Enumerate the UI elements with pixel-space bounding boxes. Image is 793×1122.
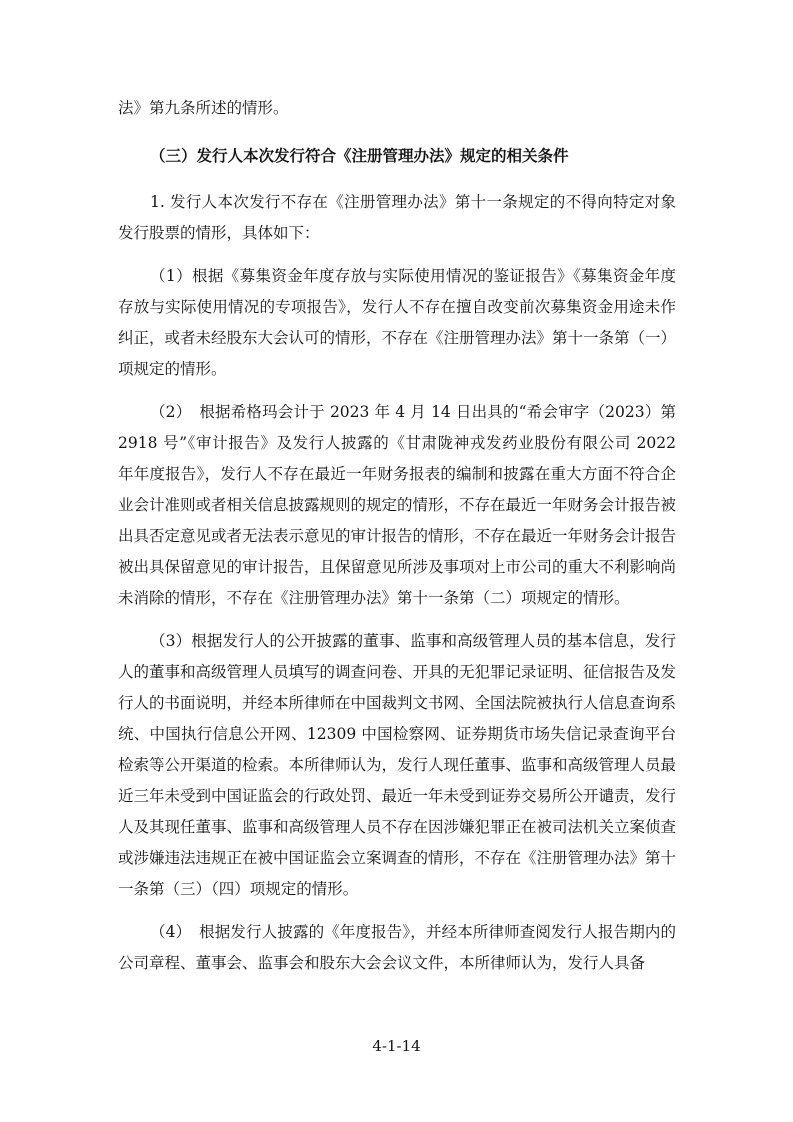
section-heading: （三）发行人本次发行符合《注册管理办法》规定的相关条件	[150, 146, 569, 165]
page-number: 4-1-14	[372, 1037, 421, 1055]
sub-paragraph-1: （1）根据《募集资金年度存放与实际使用情况的鉴证报告》《募集资金年度存放与实际使用情况的专项报告》，发行人不存在擅自改变前次募集资金用途未作纠正，或者未经股东大会认可的情形，不存在《注册管理办法》第十一条第（一）项规定的情形。	[118, 267, 677, 378]
sub-paragraph-4: （4） 根据发行人披露的《年度报告》，并经本所律师查阅发行人报告期内的公司章程、董事会、监事会和股东大会会议文件，本所律师认为，发行人具备	[118, 923, 676, 972]
numbered-item-1: 1. 发行人本次发行不存在《注册管理办法》第十一条规定的不得向特定对象发行股票的情形，具体如下：	[118, 193, 676, 242]
sub-paragraph-3: （3）根据发行人的公开披露的董事、监事和高级管理人员的基本信息，发行人的董事和高级管理人员填写的调查问卷、开具的无犯罪记录证明、征信报告及发行人的书面说明，并经本所律师在中国裁判文书网、全国法院被执行人信息查询系统、中国执行信息公开网、12309 中国检察网、证券期货市场失信记录查询平台检索等公开渠道的检索。本所律师认为，发行人现任董事、监事和高级管理人员最近三年未受到中国证监会的行政处罚、最近一年未受到证券交易所公开谴责，发行人及其现任董事、监事和高级管理人员不存在因涉嫌犯罪正在被司法机关立案侦查或涉嫌违法违规正在被中国证监会立案调查的情形，不存在《注册管理办法》第十一条第（三）（四）项规定的情形。	[118, 632, 677, 898]
page-body-text	[118, 93, 676, 991]
sub-paragraph-2: （2） 根据希格玛会计于 2023 年 4 月 14 日出具的“希会审字（2023）第 2918 号”《审计报告》及发行人披露的《甘肃陇神戎发药业股份有限公司 2022 年年度报告》，发行人不存在最近一年财务报表的编制和披露在重大方面不符合企业会计准则或者相关信息披露规则的规定的情形，不存在最近一年财务会计报告被出具否定意见或者无法表示意见的审计报告的情形，不存在最近一年财务会计报告被出具保留意见的审计报告，且保留意见所涉及事项对上市公司的重大不利影响尚未消除的情形，不存在《注册管理办法》第十一条第（二）项规定的情形。	[118, 403, 677, 607]
paragraph-continuation: 法》第九条所述的情形。	[118, 99, 289, 117]
